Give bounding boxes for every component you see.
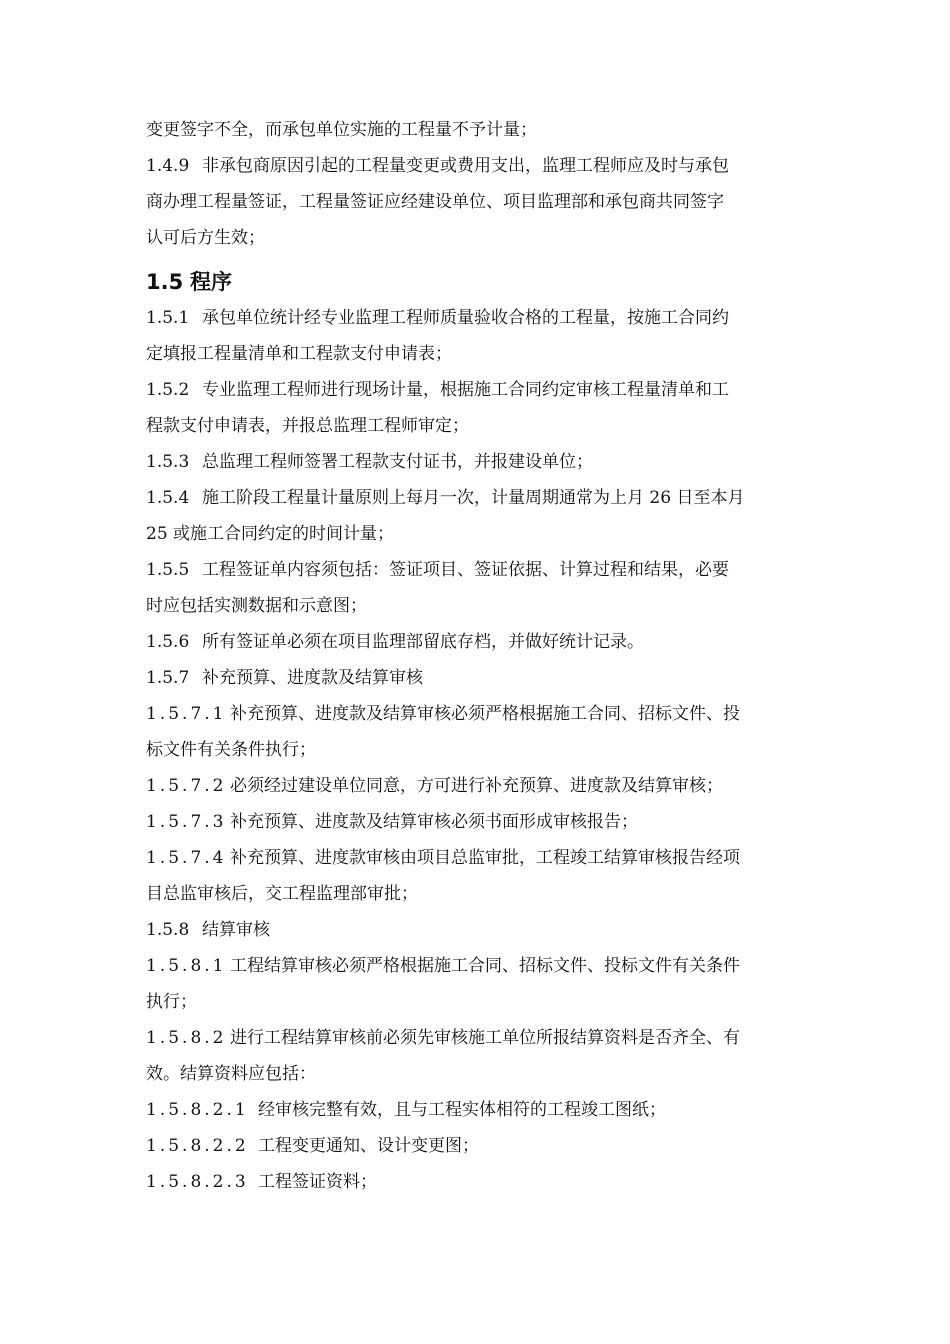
clause-text: 必须经过建设单位同意，方可进行补充预算、进度款及结算审核； <box>230 776 723 796</box>
clause-1-5-2-line2 <box>146 414 806 450</box>
clause-number: 1.5.2 <box>146 380 190 400</box>
clause-number: 1.5.8.2.3 <box>146 1172 249 1192</box>
clause-text: 工程签证资料； <box>258 1172 377 1192</box>
clause-number: 1.5.8.1 <box>146 956 227 976</box>
clause-text: 进行工程结算审核前必须先审核施工单位所报结算资料是否齐全、有 <box>230 1028 740 1048</box>
clause-number: 1.5.7 <box>146 668 190 688</box>
clause-number: 1.5.7.1 <box>146 704 227 724</box>
clause-1-4-9-line3 <box>146 226 806 262</box>
clause-1-5-4-line2 <box>146 522 806 558</box>
clause-number: 1.5.8.2 <box>146 1028 227 1048</box>
clause-number: 1.5.5 <box>146 560 190 580</box>
clause-1-5-8-2-3 <box>146 1170 806 1206</box>
clause-number: 1.5.4 <box>146 488 190 508</box>
clause-number: 1.5.7.3 <box>146 812 227 832</box>
clause-text: 目总监审核后，交工程监理部审批； <box>146 884 418 904</box>
clause-1-5-8-2 <box>146 1026 806 1062</box>
clause-text: 认可后方生效； <box>146 228 265 248</box>
clause-number: 1.5.6 <box>146 632 190 652</box>
clause-text: 所有签证单必须在项目监理部留底存档，并做好统计记录。 <box>202 632 644 652</box>
section-heading-1-5 <box>146 268 806 298</box>
clause-text: 工程结算审核必须严格根据施工合同、招标文件、投标文件有关条件 <box>230 956 740 976</box>
clause-text: 程款支付申请表，并报总监理工程师审定； <box>146 416 469 436</box>
clause-1-5-7-4 <box>146 846 806 882</box>
clause-text: 定填报工程量清单和工程款支付申请表； <box>146 344 452 364</box>
clause-text: 总监理工程师签署工程款支付证书，并报建设单位； <box>202 452 593 472</box>
clause-text: 施工阶段工程量计量原则上每月一次，计量周期通常为上月 26 日至本月 <box>202 488 745 508</box>
clause-1-5-2 <box>146 378 806 414</box>
clause-text: 工程变更通知、设计变更图； <box>258 1136 479 1156</box>
clause-1-4-9 <box>146 154 806 190</box>
clause-1-5-6 <box>146 630 806 666</box>
clause-text: 工程签证单内容须包括：签证项目、签证依据、计算过程和结果，必要 <box>202 560 729 580</box>
document-body <box>146 118 806 1206</box>
clause-1-5-1 <box>146 306 806 342</box>
clause-1-5-7-1 <box>146 702 806 738</box>
clause-number: 1.5.8.2.1 <box>146 1100 249 1120</box>
clause-1-5-5 <box>146 558 806 594</box>
clause-1-5-8 <box>146 918 806 954</box>
paragraph-text: 变更签字不全，而承包单位实施的工程量不予计量； <box>146 120 537 140</box>
clause-1-5-8-1-line2 <box>146 990 806 1026</box>
clause-number: 1.5.8.2.2 <box>146 1136 249 1156</box>
paragraph-continuation <box>146 118 806 154</box>
section-title: 程序 <box>190 270 232 294</box>
clause-text: 补充预算、进度款审核由项目总监审批，工程竣工结算审核报告经项 <box>230 848 740 868</box>
clause-text: 25 或施工合同约定的时间计量； <box>146 524 395 544</box>
clause-number: 1.5.7.2 <box>146 776 227 796</box>
clause-1-5-5-line2 <box>146 594 806 630</box>
clause-1-5-7-2 <box>146 774 806 810</box>
clause-text: 补充预算、进度款及结算审核 <box>202 668 423 688</box>
clause-text: 执行； <box>146 992 197 1012</box>
clause-1-5-8-2-line2 <box>146 1062 806 1098</box>
clause-text: 经审核完整有效，且与工程实体相符的工程竣工图纸； <box>258 1100 666 1120</box>
clause-1-5-3 <box>146 450 806 486</box>
clause-text: 时应包括实测数据和示意图； <box>146 596 367 616</box>
clause-1-5-7-1-line2 <box>146 738 806 774</box>
clause-1-5-8-2-1 <box>146 1098 806 1134</box>
clause-1-4-9-line2 <box>146 190 806 226</box>
section-number: 1.5 <box>146 270 184 294</box>
clause-1-5-7-4-line2 <box>146 882 806 918</box>
clause-text: 补充预算、进度款及结算审核必须严格根据施工合同、招标文件、投 <box>230 704 740 724</box>
clause-1-5-7 <box>146 666 806 702</box>
clause-number: 1.5.8 <box>146 920 190 940</box>
clause-number: 1.4.9 <box>146 156 190 176</box>
clause-text: 非承包商原因引起的工程量变更或费用支出，监理工程师应及时与承包 <box>202 156 729 176</box>
clause-text: 效。结算资料应包括： <box>146 1064 316 1084</box>
clause-text: 商办理工程量签证，工程量签证应经建设单位、项目监理部和承包商共同签字 <box>146 192 724 212</box>
clause-number: 1.5.3 <box>146 452 190 472</box>
clause-text: 结算审核 <box>202 920 270 940</box>
clause-text: 专业监理工程师进行现场计量，根据施工合同约定审核工程量清单和工 <box>202 380 729 400</box>
clause-text: 补充预算、进度款及结算审核必须书面形成审核报告； <box>230 812 638 832</box>
clause-1-5-8-2-2 <box>146 1134 806 1170</box>
clause-number: 1.5.7.4 <box>146 848 227 868</box>
clause-1-5-8-1 <box>146 954 806 990</box>
clause-number: 1.5.1 <box>146 308 190 328</box>
clause-1-5-4 <box>146 486 806 522</box>
clause-text: 承包单位统计经专业监理工程师质量验收合格的工程量，按施工合同约 <box>202 308 729 328</box>
clause-1-5-7-3 <box>146 810 806 846</box>
clause-1-5-1-line2 <box>146 342 806 378</box>
clause-text: 标文件有关条件执行； <box>146 740 316 760</box>
